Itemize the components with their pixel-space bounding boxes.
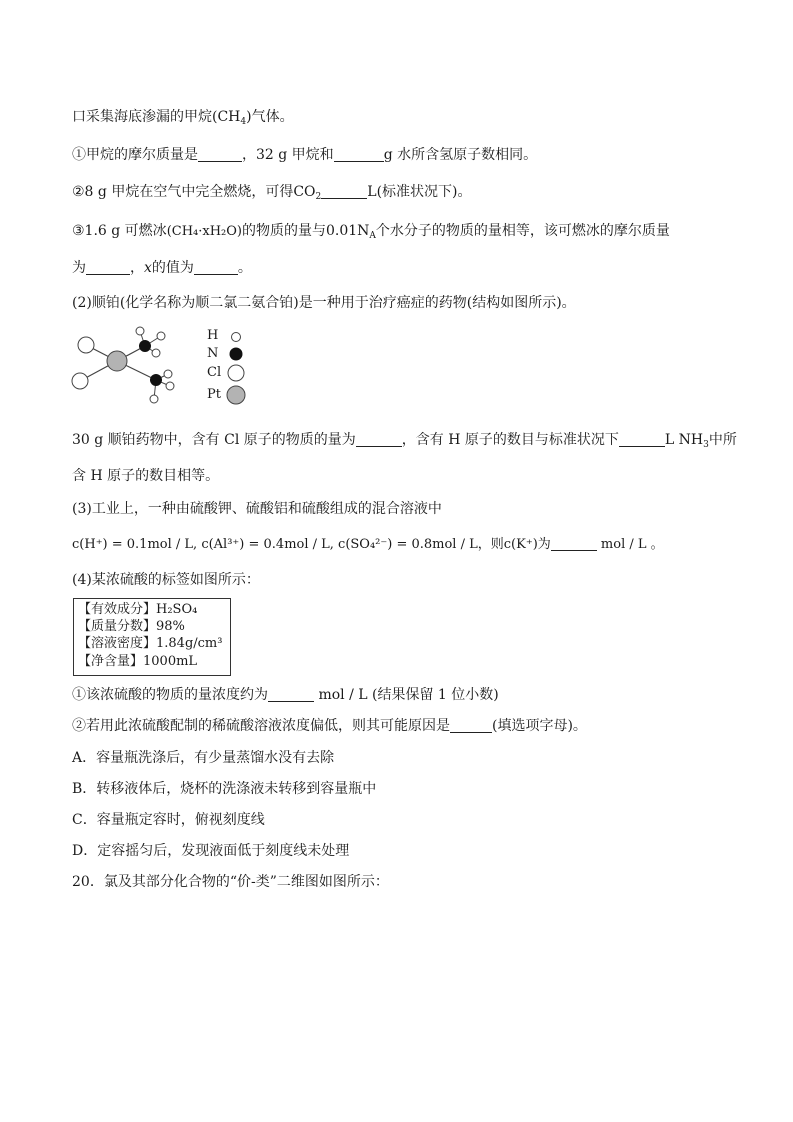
k-concentration: c(K⁺) <box>503 537 538 552</box>
pt-atom <box>107 351 127 371</box>
option-d-text: D．定容摇匀后，发现液面低于刻度线未处理 <box>72 843 350 859</box>
question-20 <box>72 873 389 891</box>
legend-h-symbol <box>232 333 241 342</box>
h-atom <box>152 349 160 357</box>
p2-question-line-1 <box>72 431 737 454</box>
h-atom <box>157 332 165 340</box>
question-20-text: 20．氯及其部分化合物的“价-类”二维图如图所示： <box>72 874 389 890</box>
q3-text-b: 的物质的量与0.01N <box>242 223 370 239</box>
label-row-mass-fraction: 【质量分数】98% <box>78 619 185 634</box>
intro-line <box>72 108 294 131</box>
cisplatin-structure <box>70 325 180 410</box>
p2q-text-b: ，含有 H 原子的数目与标准状况下 <box>401 432 619 448</box>
cl-atom <box>72 373 88 389</box>
answer-blank <box>194 259 238 275</box>
answer-blank <box>321 183 367 199</box>
cl-atom <box>78 337 94 353</box>
q3-text-a: ③1.6 g 可燃冰 <box>72 223 167 239</box>
na-sub: A <box>369 231 376 241</box>
ch4-sub: 4 <box>240 117 247 127</box>
q3-text-d: 为 <box>72 260 86 276</box>
acid-label-box <box>73 598 231 676</box>
hydrate-formula: (CH₄·xH₂O) <box>166 224 242 239</box>
p2q-text-a: 30 g 顺铂药物中，含有 Cl 原子的物质的量为 <box>72 432 356 448</box>
ch4-formula: $(CH_4)$ <box>212 109 252 127</box>
option-b-text: B．转移液体后，烧杯的洗涤液未转移到容量瓶中 <box>72 781 377 797</box>
label-row-component: 【有效成分】H₂SO₄ <box>78 602 198 617</box>
co2-text: CO <box>293 184 316 200</box>
answer-blank <box>198 146 242 162</box>
p2q-text-c: L NH <box>664 432 704 448</box>
option-c <box>72 811 265 829</box>
option-a <box>72 749 334 767</box>
x-variable: x <box>144 260 152 276</box>
answer-blank <box>334 146 384 162</box>
n-atom <box>139 340 151 352</box>
q3-text-f: 的值为 <box>151 260 194 276</box>
p2q-text-e: 含 H 原子的数目相等。 <box>72 468 220 484</box>
q3-text-e: ， <box>130 260 144 276</box>
al-concentration: c(Al³⁺) = 0.4mol / L <box>201 537 330 552</box>
q3-text-c: 个水分子的物质的量相等，该可燃冰的摩尔质量 <box>375 223 670 239</box>
answer-blank <box>86 259 130 275</box>
legend-pt-label: Pt <box>207 387 221 402</box>
h-concentration: c(H⁺) = 0.1mol / L <box>72 537 194 552</box>
answer-blank <box>356 431 402 447</box>
legend-cl-label: Cl <box>207 365 222 380</box>
legend-symbols <box>225 328 249 408</box>
legend-n-symbol <box>230 348 243 361</box>
p2-question-line-2 <box>72 467 219 485</box>
q3-line-1 <box>72 222 670 245</box>
option-d <box>72 842 349 860</box>
q1-text-c: g 水所含氢原子数相同。 <box>383 147 538 163</box>
legend-n-label: N <box>207 346 219 361</box>
option-c-text: C．容量瓶定容时，俯视刻度线 <box>72 812 265 828</box>
p2-heading <box>72 294 576 312</box>
q3-line-2 <box>72 259 252 277</box>
p3-formula-line: c(H⁺) = 0.1mol / L, c(Al³⁺) = 0.4mol / L, c(SO₄²⁻) = 0.8mol / L，则c(K⁺)为 mol / L 。 <box>72 537 664 552</box>
p3-then: ，则 <box>477 537 504 552</box>
p3-wei: 为 <box>537 537 551 552</box>
p4-q1-line <box>72 686 499 704</box>
q3-text-g: 。 <box>237 260 252 276</box>
q2-text-b: L(标准状况下)。 <box>367 184 472 200</box>
p4q1-text-a: ①该浓硫酸的物质的量浓度约为 <box>72 687 268 703</box>
legend-h-label: H <box>207 328 219 343</box>
n-atom <box>150 374 162 386</box>
p4q1-text-b: mol / L (结果保留 1 位小数) <box>318 687 499 703</box>
p4q2-text-a: ②若用此浓硫酸配制的稀硫酸溶液浓度偏低，则其可能原因是 <box>72 718 450 734</box>
co2-sub: 2 <box>315 192 322 202</box>
p3-unit: mol / L 。 <box>600 537 664 552</box>
label-row-density: 【溶液密度】1.84g/cm³ <box>78 636 223 651</box>
h-atom <box>136 327 144 335</box>
h-atom <box>166 382 174 390</box>
intro-end: 气体。 <box>251 109 294 125</box>
answer-blank <box>268 686 314 702</box>
p4q2-text-b: (填选项字母)。 <box>492 718 587 734</box>
p2-text: (2)顺铂(化学名称为顺二氯二氨合铂)是一种用于治疗癌症的药物(结构如图所示)。 <box>72 295 576 311</box>
label-row-net-volume: 【净含量】1000mL <box>78 654 198 669</box>
q2-line <box>72 183 472 206</box>
so4-concentration: c(SO₄²⁻) = 0.8mol / L <box>338 537 478 552</box>
legend-pt-symbol <box>227 386 245 404</box>
p3-heading <box>72 500 442 518</box>
option-b <box>72 780 376 798</box>
p2q-text-d: 中所 <box>708 432 737 448</box>
h-atom <box>164 370 172 378</box>
p4-q2-line <box>72 717 587 735</box>
p3-text: (3)工业上，一种由硫酸钾、硫酸铝和硫酸组成的混合溶液中 <box>72 501 442 517</box>
q1-text-b: ，32 g 甲烷和 <box>242 147 334 163</box>
q2-text-a: ②8 g 甲烷在空气中完全燃烧，可得 <box>72 184 294 200</box>
h-atom <box>150 395 158 403</box>
p4-text: (4)某浓硫酸的标签如图所示： <box>72 572 260 588</box>
nh3-sub: 3 <box>703 440 709 450</box>
option-a-text: A．容量瓶洗涤后，有少量蒸馏水没有去除 <box>72 750 335 766</box>
q1-text-a: ①甲烷的摩尔质量是 <box>72 147 198 163</box>
answer-blank <box>450 717 492 733</box>
legend-cl-symbol <box>228 365 244 381</box>
answer-blank <box>551 535 597 551</box>
q1-line <box>72 146 537 164</box>
p4-heading <box>72 571 260 589</box>
answer-blank <box>619 431 665 447</box>
ch4-text: CH <box>217 109 241 125</box>
intro-text: 口采集海底渗漏的甲烷 <box>72 109 212 125</box>
